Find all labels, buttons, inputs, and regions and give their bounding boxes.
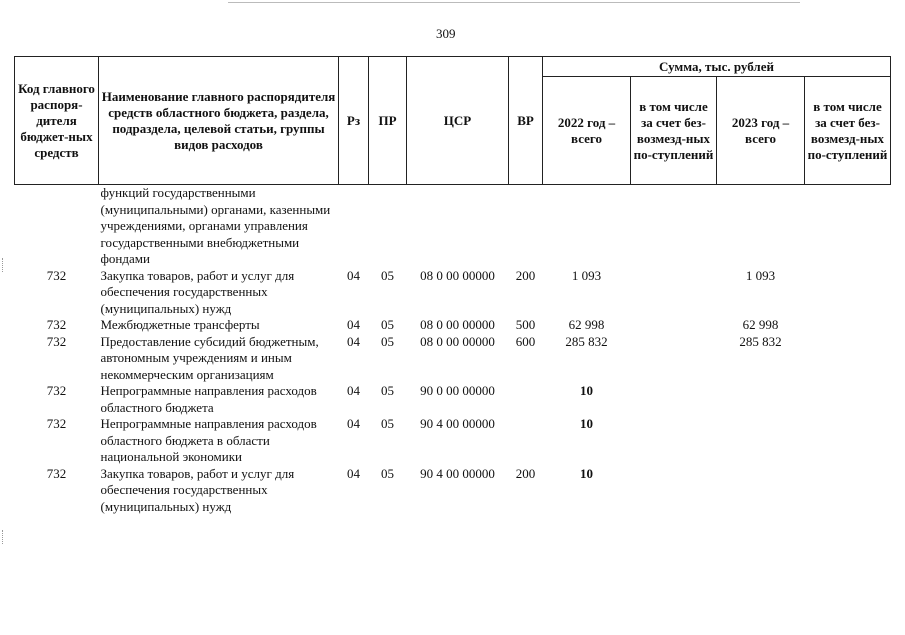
cell-vr [509,185,543,268]
cell-2023-free [805,383,891,416]
cell-code: 732 [46,267,67,283]
header-name: Наименование главного распорядителя средств областного бюджета, раздела, подраздела, целевой статьи, группы видов расходов [99,57,339,185]
header-vr: ВР [509,57,543,185]
cell-name: Предоставление субсидий бюджетным, автономным учреждениям и иным некоммерческим организациям [100,333,319,382]
cell-pr: 05 [381,416,394,431]
cell-2023-total: 62 998 [742,317,779,332]
cell-vr: 200 [515,465,536,481]
cell-2022-total: 285 832 [565,333,608,349]
cell-csr: 90 4 00 00000 [420,465,495,481]
cell-2023-free [805,466,891,516]
cell-csr: 08 0 00 00000 [420,333,495,349]
cell-vr: 200 [515,267,536,283]
cell-2022-total: 1 093 [571,267,602,283]
cell-pr: 05 [381,317,394,332]
cell-pr [369,185,407,268]
cell-2023-total [717,383,805,416]
cell-2022-free [631,185,717,268]
cell-2022-free [631,334,717,384]
cell-code [15,185,99,268]
cell-code: 732 [46,317,67,332]
cell-rz [339,185,369,268]
cell-2022-total: 10 [580,383,593,398]
cell-2022-total: 62 998 [568,317,605,332]
cell-code: 732 [46,383,67,398]
cell-2023-free [805,268,891,318]
header-rz: Рз [339,57,369,185]
table-row [15,334,891,384]
cell-2023-total [717,185,805,268]
cell-csr: 90 4 00 00000 [420,416,495,431]
table-row [15,383,891,416]
cell-2023-free [805,416,891,466]
budget-table [14,56,891,515]
cell-name: функций государственными (муниципальными) органами, казенными учреждениями, органами управления государственными внебюджетными фондами [100,185,331,266]
table-row [15,416,891,466]
page-number: 309 [436,26,456,41]
margin-mark [2,530,7,544]
cell-rz: 04 [347,267,360,283]
cell-pr: 05 [381,465,394,481]
cell-2022-free [631,416,717,466]
cell-2022-total: 10 [580,416,593,431]
table-row [15,466,891,516]
cell-csr: 08 0 00 00000 [420,267,495,283]
cell-2022-free [631,383,717,416]
cell-2022-free [631,317,717,334]
cell-pr: 05 [381,333,394,349]
cell-rz: 04 [347,465,360,481]
cell-2023-free [805,334,891,384]
cell-code: 732 [46,465,67,481]
top-rule [228,2,800,3]
cell-2022-total [543,185,631,268]
cell-2023-free [805,185,891,268]
cell-2023-total: 285 832 [739,333,782,349]
cell-vr: 600 [515,333,536,349]
cell-rz: 04 [347,416,360,431]
cell-vr [509,416,543,466]
cell-rz: 04 [347,333,360,349]
cell-name: Закупка товаров, работ и услуг для обеспечения государственных (муниципальных) нужд [100,465,295,514]
cell-2023-total [717,416,805,466]
header-pr: ПР [369,57,407,185]
cell-name: Непрограммные направления расходов областного бюджета в области национальной экономики [100,416,317,464]
header-2023-free: в том числе за счет без-возмезд-ных по-ступлений [805,77,891,185]
cell-name: Непрограммные направления расходов областного бюджета [100,383,317,415]
cell-2022-total: 10 [580,465,593,481]
cell-2023-total: 1 093 [745,267,776,283]
cell-vr: 500 [515,317,536,332]
cell-2023-free [805,317,891,334]
table-row [15,185,891,268]
cell-2023-total [717,466,805,516]
table-row [15,317,891,334]
cell-code: 732 [46,333,67,349]
cell-name: Межбюджетные трансферты [100,317,260,332]
cell-vr [509,383,543,416]
cell-code: 732 [46,416,67,431]
cell-csr [407,185,509,268]
cell-name: Закупка товаров, работ и услуг для обеспечения государственных (муниципальных) нужд [100,267,295,316]
table-row [15,268,891,318]
header-2022-total: 2022 год – всего [543,77,631,185]
cell-csr: 08 0 00 00000 [420,317,495,332]
cell-2022-free [631,268,717,318]
cell-pr: 05 [381,267,394,283]
header-code: Код главного распоря-дителя бюджет-ных средств [15,57,99,185]
cell-rz: 04 [347,317,360,332]
cell-2022-free [631,466,717,516]
cell-csr: 90 0 00 00000 [420,383,495,398]
cell-rz: 04 [347,383,360,398]
margin-mark [2,258,7,272]
cell-pr: 05 [381,383,394,398]
header-2023-total: 2023 год – всего [717,77,805,185]
header-2022-free: в том числе за счет без-возмезд-ных по-ступлений [631,77,717,185]
header-sum-group: Сумма, тыс. рублей [543,57,891,77]
header-csr: ЦСР [407,57,509,185]
